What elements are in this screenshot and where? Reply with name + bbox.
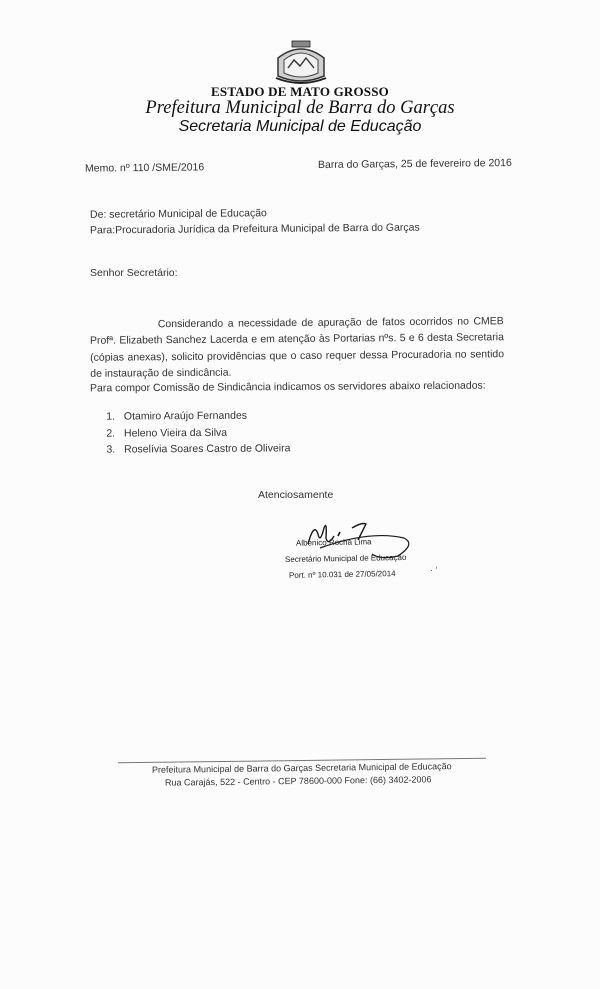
commission-intro: Para compor Comissão de Sindicância indicamos os servidores abaixo relacionados: (89, 379, 486, 395)
members-list (104, 407, 291, 458)
stray-marks: · ‘ (430, 565, 438, 575)
footer-line-1: Prefeitura Municipal de Barra do Garças Secretaria Municipal de Educação (151, 761, 452, 775)
memo-date: Barra do Garças, 25 de fevereiro de 2016 (317, 156, 512, 172)
signatory-portaria: Port. nº 10.031 de 27/05/2014 (288, 569, 396, 580)
closing: Atenciosamente (258, 489, 334, 501)
list-item: 1. Otamiro Araújo Fernandes (118, 407, 290, 425)
body-text: Considerando a necessidade de apuração de fatos ocorridos no CMEB Profª. Elizabeth Sanchez Lacerda e em atenção às Portarias nºs. 5 e 6 desta Secretaria (cópias anexas), solicito providências que o caso requer dessa Procuradoria no sentido de instauração de sindicância. (89, 315, 505, 380)
municipal-crest-logo (272, 38, 330, 86)
signatory-name: Albenico Rocha Lima (295, 537, 372, 548)
body-paragraph (90, 313, 505, 382)
prefeitura-title: Prefeitura Municipal de Barra do Garças (145, 98, 455, 118)
state-name: ESTADO DE MATO GROSSO (211, 84, 389, 99)
from-line: De: secretário Municipal de Educação (89, 207, 267, 221)
list-item: 3. Roselívia Soares Castro de Oliveira (118, 440, 290, 458)
list-item: 2. Heleno Vieira da Silva (118, 424, 290, 442)
salutation: Senhor Secretário: (90, 267, 178, 279)
to-line: Para:Procuradoria Jurídica da Prefeitura Municipal de Barra do Garças (89, 221, 420, 237)
memo-number: Memo. nº 110 /SME/2016 (84, 161, 205, 175)
footer-line-2: Rua Carajás, 522 - Centro - CEP 78600-000 Fone: (66) 3402-2006 (164, 774, 432, 788)
signatory-role: Secretário Municipal de Educação (284, 552, 407, 565)
secretaria-title: Secretaria Municipal de Educação (178, 118, 422, 135)
